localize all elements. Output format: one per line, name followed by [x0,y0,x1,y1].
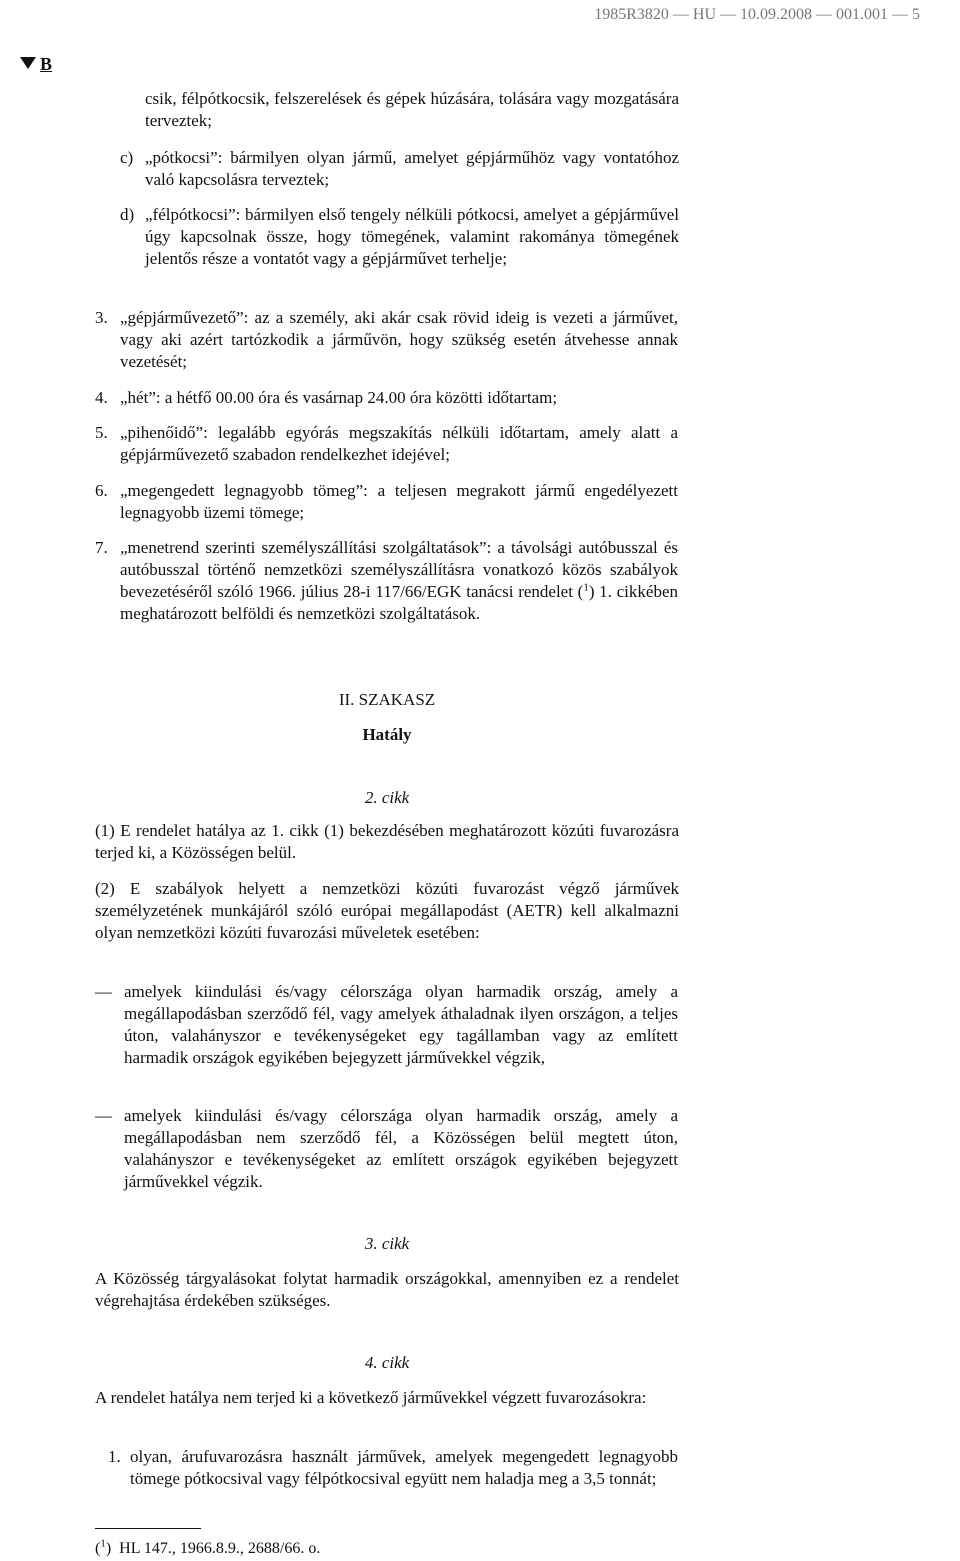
article-2-dash-item-2: amelyek kiindulási és/vagy célországa olyan harmadik ország, amely a megállapodásban nem szerződő fél, a Közösségen belül megtett úton, valahányszor e tevékenységeket az említett országok egyikében bejegyzett járművekkel végzik. [124,1106,678,1191]
article-2-heading: 2. cikk [364,788,410,807]
item-6-label: 6. [95,481,108,500]
item-7-text-b: ) 1. cikkében meghatározott belföldi és nemzetközi szolgáltatások. [120,582,678,623]
item-4-text: „hét”: a hétfő 00.00 óra és vasárnap 24.00 óra közötti időtartam; [120,388,558,407]
item-7-text [120,537,678,625]
section-subtitle: Hatály [362,725,412,744]
page-header: 1985R3820 — HU — 10.09.2008 — 001.001 — 5 [594,6,920,23]
item-c-text: „pótkocsi”: bármilyen olyan jármű, amelyet gépjárműhöz vagy vontatóhoz való kapcsolásra terveztek; [145,148,679,189]
item-d-label: d) [120,205,135,224]
dash-1: — [95,982,112,1001]
footnote-number: 1 [100,1537,106,1550]
article-2-dash-item-1: amelyek kiindulási és/vagy célországa olyan harmadik ország, amely a megállapodásban szerződő fél, vagy amelyek áthaladnak ilyen országon, a teljes úton, valahányszor e tevékenységeket egy tagállamban vagy az említett harmadik országok egyikében bejegyzett járművekkel végzik, [124,982,678,1067]
item-7-label: 7. [95,538,108,557]
item-7-text-a: „menetrend szerinti személyszállítási szolgáltatások”: a távolsági autóbusszal és autóbusszal történő nemzetközi személyszállításra vonatkozó közös szabályok bevezetéséről szóló 1966. július 28-i 117/66/EGK tanácsi rendelet ( [120,538,678,601]
footnote: ($^1$) HL 147., 1966.8.9., 2688/66. o. [95,1537,321,1557]
item-5-label: 5. [95,423,108,442]
item-3-label: 3. [95,308,108,327]
article-4-item-1-label: 1. [108,1447,121,1466]
footnote-text: HL 147., 1966.8.9., 2688/66. o. [119,1540,321,1557]
article-2-paragraph-1: (1) E rendelet hatálya az 1. cikk (1) bekezdésében meghatározott közúti fuvarozásra terjed ki, a Közösségen belül. [95,821,679,862]
triangle-down-icon [20,57,36,69]
footnote-ref[interactable]: 1 [583,581,589,594]
item-4-label: 4. [95,388,108,407]
article-2-paragraph-2: (2) E szabályok helyett a nemzetközi közúti fuvarozást végző járművek személyzetének munkájáról szóló európai megállapodást (AETR) kell alkalmazni olyan nemzetközi közúti fuvarozási műveletek esetében: [95,879,679,942]
section-title: II. SZAKASZ [338,690,436,709]
article-4-item-1-text: olyan, árufuvarozásra használt járművek, amelyek megengedett legnagyobb tömege pótkocsival vagy félpótkocsival együtt nem haladja meg a 3,5 tonnát; [130,1447,678,1488]
article-4-heading: 4. cikk [364,1353,410,1372]
item-5-text: „pihenőidő”: legalább egyórás megszakítás nélküli időtartam, amely alatt a gépjárművezető szabadon rendelkezhet idejével; [120,423,678,464]
article-3-paragraph-1: A Közösség tárgyalásokat folytat harmadik országokkal, amennyiben ez a rendelet végrehajtása érdekében szükséges. [95,1269,679,1310]
marker-label: B [40,54,53,74]
item-3-text: „gépjárművezető”: az a személy, aki akár csak rövid ideig is vezeti a járművet, vagy aki azért tartózkodik a járművön, hogy szükség esetén átvehesse annak vezetését; [120,308,678,371]
item-6-text: „megengedett legnagyobb tömeg”: a teljesen megrakott jármű engedélyezett legnagyobb üzemi tömege; [120,481,678,522]
amendment-marker [20,53,52,75]
item-d-text: „félpótkocsi”: bármilyen első tengely nélküli pótkocsi, amelyet a gépjárművel úgy kapcsolnak össze, hogy tömegének, valamint rakománya tömegének jelentős része a vontatót vagy a gépjárművet terhelje; [145,205,679,268]
article-3-heading: 3. cikk [364,1234,410,1253]
item-b-continuation: csik, félpótkocsik, felszerelések és gépek húzására, tolására vagy mozgatására terveztek; [145,89,679,130]
dash-2: — [95,1106,112,1125]
article-4-paragraph-1: A rendelet hatálya nem terjed ki a következő járművekkel végzett fuvarozásokra: [95,1388,647,1407]
footnote-rule [95,1528,201,1529]
item-c-label: c) [120,148,134,167]
